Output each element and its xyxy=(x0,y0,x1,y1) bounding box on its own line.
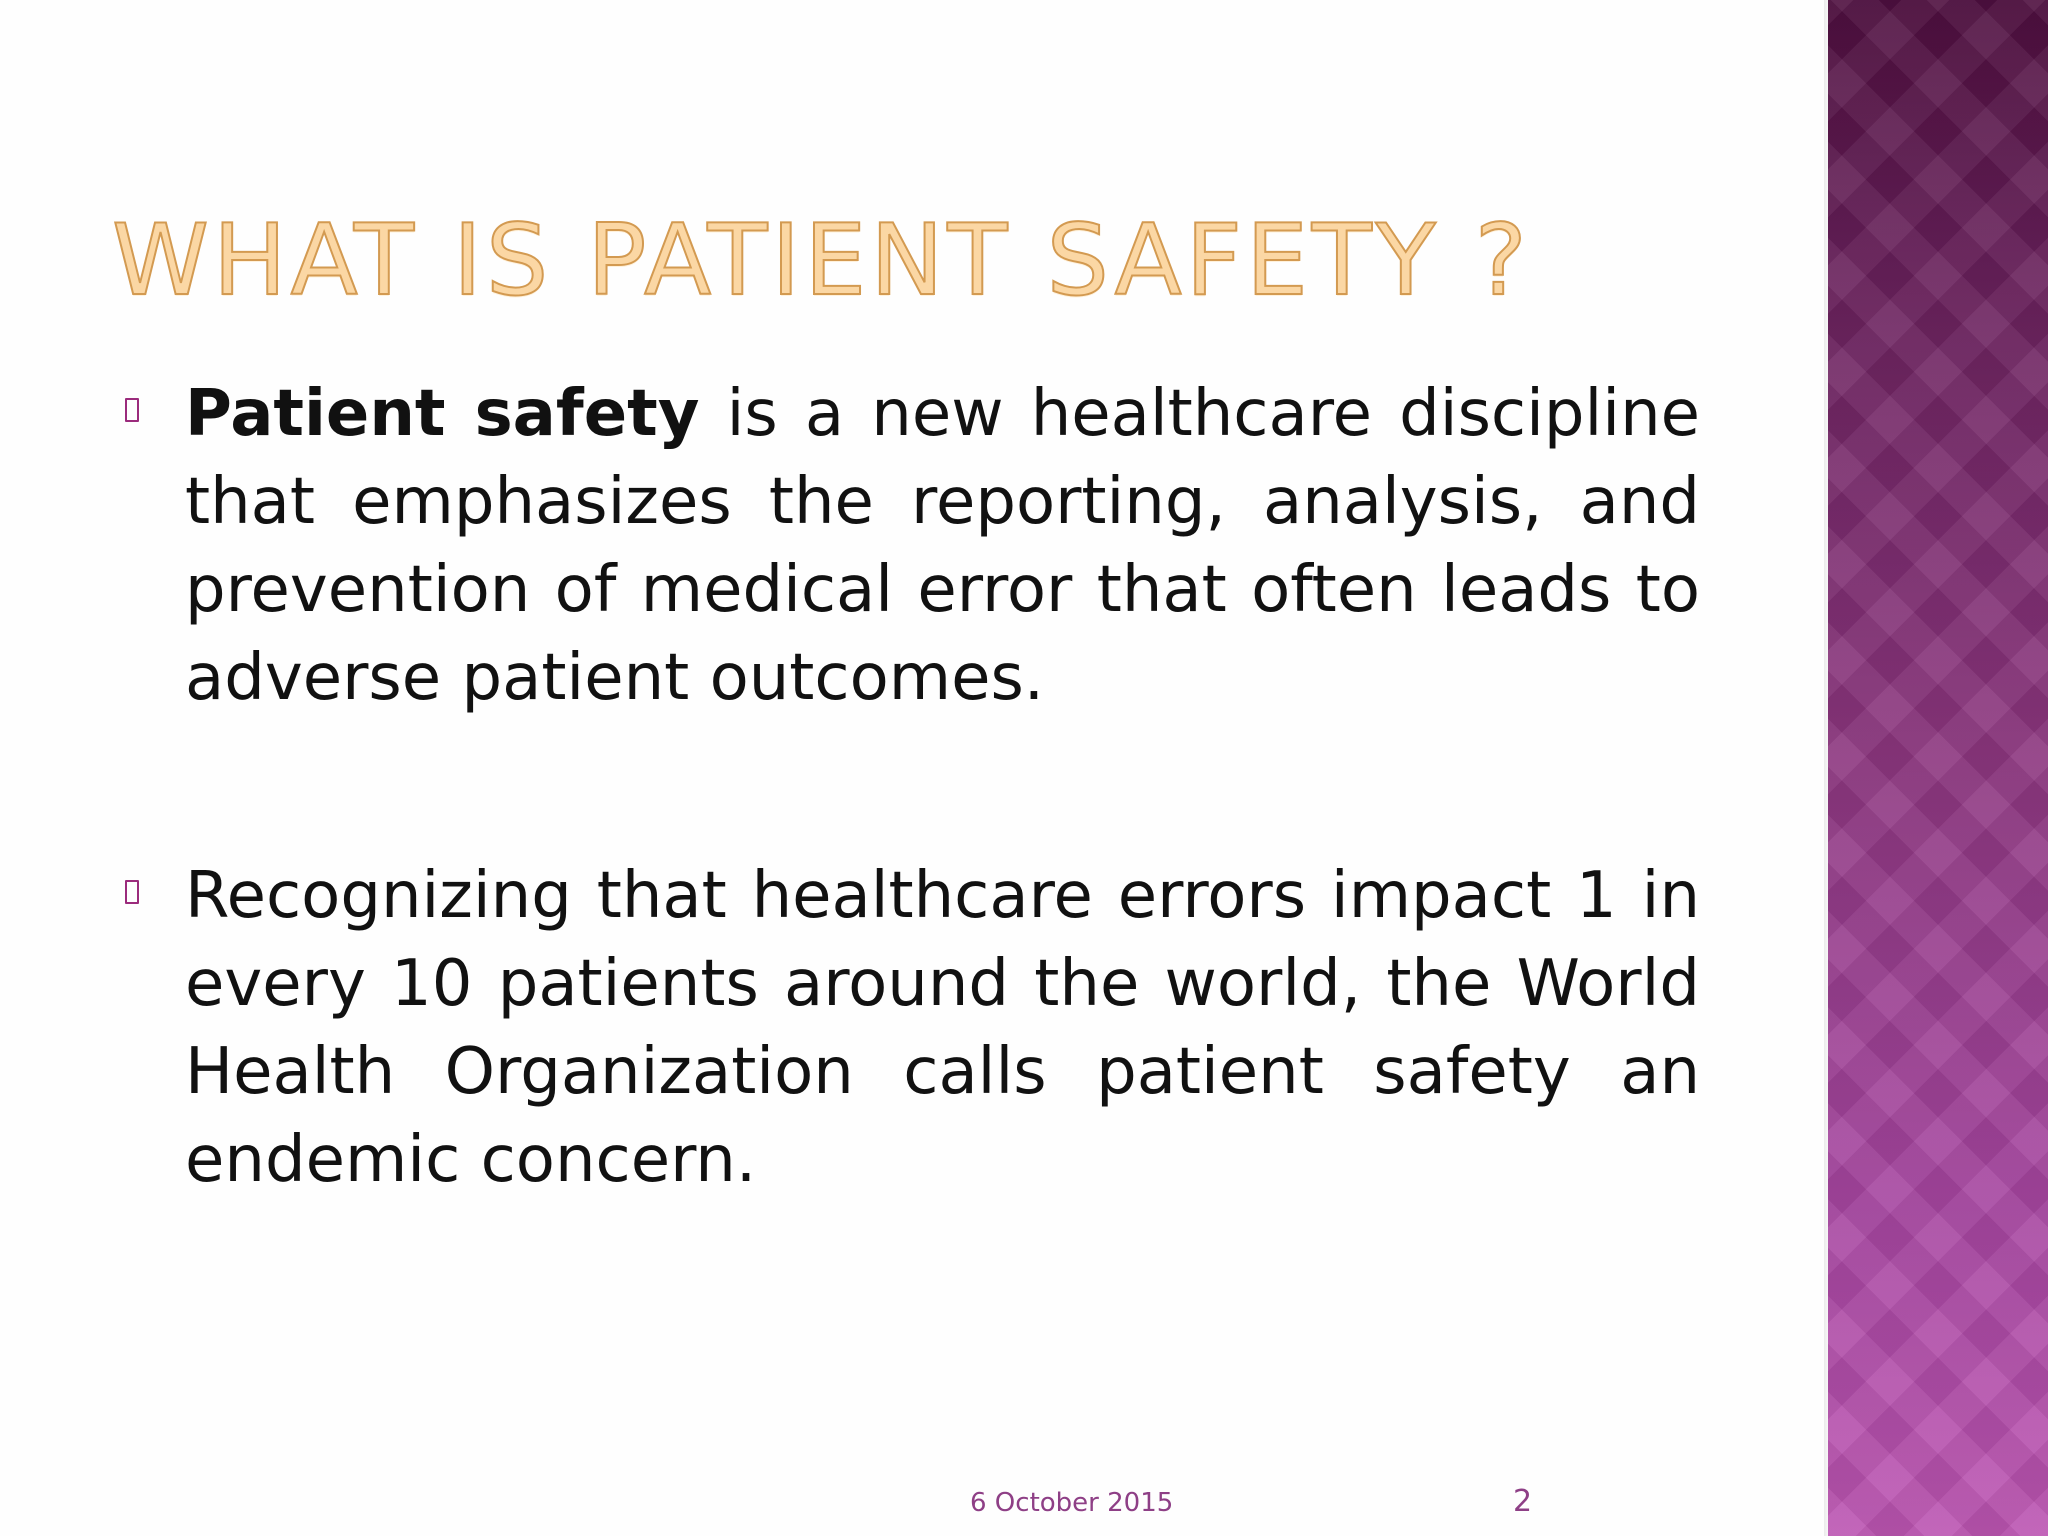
bullet-marker-icon xyxy=(125,880,139,904)
slide-title: WHAT IS PATIENT SAFETY ? xyxy=(112,204,1531,318)
bullet-lead: Patient safety xyxy=(185,377,700,451)
right-decorative-band xyxy=(1828,0,2048,1536)
slide-content xyxy=(120,370,1700,1334)
bullet-item xyxy=(120,370,1700,722)
bullet-text: Recognizing that healthcare errors impact 1 in every 10 patients around the world, the World Health Organization calls patient safety an endemic concern. xyxy=(185,859,1700,1197)
footer-date: 6 October 2015 xyxy=(970,1488,1174,1518)
bullet-item xyxy=(120,852,1700,1204)
page-number: 2 xyxy=(1513,1484,1533,1519)
bullet-text: is a new healthcare discipline that emphasizes the reporting, analysis, and prevention of medical error that often leads to adverse patient outcomes. xyxy=(185,377,1701,715)
bullet-marker-icon xyxy=(125,398,139,422)
